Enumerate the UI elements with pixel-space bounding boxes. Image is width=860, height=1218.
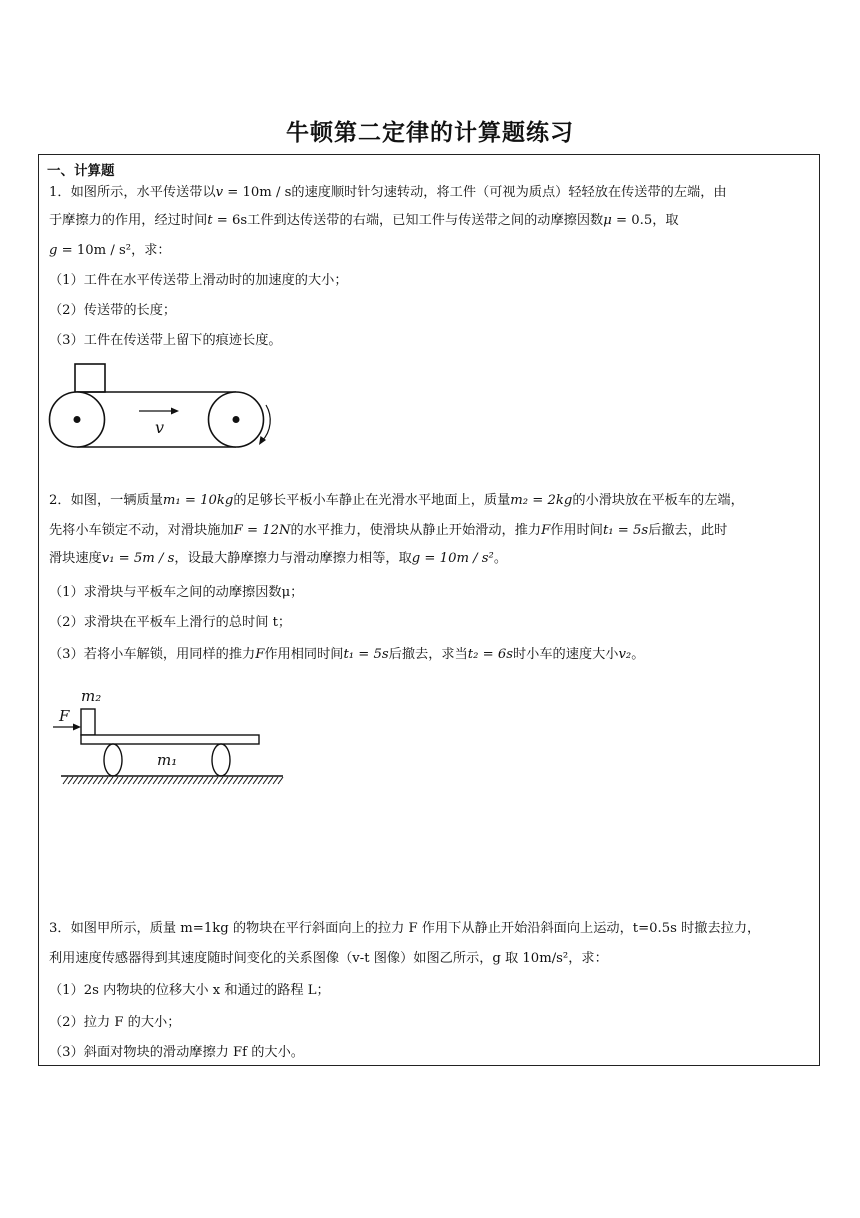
q1-text: ，取 — [652, 213, 679, 228]
q2-line-3 — [49, 547, 811, 566]
q2-text: 。 — [493, 551, 508, 566]
hatch-mark — [63, 777, 68, 784]
hatch-mark — [258, 777, 263, 784]
q1-part-3: （3）工件在传送带上留下的痕迹长度。 — [49, 333, 282, 348]
q1-value-v: = 10m / s — [223, 185, 292, 200]
hatch-mark — [243, 777, 248, 784]
q1-value-mu: = 0.5 — [611, 213, 653, 228]
hatch-mark — [183, 777, 188, 784]
ground-hatching — [63, 777, 283, 784]
hatch-mark — [158, 777, 163, 784]
hatch-mark — [163, 777, 168, 784]
q3-line-2: 利用速度传感器得到其速度随时间变化的关系图像（v-t 图像）如图乙所示，g 取 10m/s²，求： — [49, 951, 608, 966]
q3-line-1: 3．如图甲所示，质量 m=1kg 的物块在平行斜面向上的拉力 F 作用下从静止开始沿斜面向上运动，t=0.5s 时撤去拉力， — [49, 921, 761, 936]
q1-line-2 — [49, 209, 811, 228]
hatch-mark — [133, 777, 138, 784]
q1-part-2: （2）传送带的长度； — [49, 303, 177, 318]
q1-value-g: = 10m / s² — [57, 243, 132, 258]
q1-text: 的速度顺时针匀速转动，将工件（可视为质点）轻轻放在传送带的左端，由 — [291, 185, 727, 200]
workpiece-block — [75, 364, 105, 392]
q2-line-1 — [49, 489, 811, 508]
hatch-mark — [153, 777, 158, 784]
cart-plank — [81, 735, 259, 744]
hatch-mark — [173, 777, 178, 784]
conveyor-belt-figure — [47, 361, 279, 449]
right-wheel — [212, 744, 230, 776]
hatch-mark — [73, 777, 78, 784]
q2-value-t2: t₂ = 6s — [467, 647, 513, 662]
hatch-mark — [263, 777, 268, 784]
q1-line-3 — [49, 239, 811, 258]
hatch-mark — [138, 777, 143, 784]
hatch-mark — [78, 777, 83, 784]
q1-text: ，求： — [131, 243, 171, 258]
q3-part-2: （2）拉力 F 的大小； — [49, 1015, 181, 1030]
q2-text: 时小车的速度大小 — [512, 647, 619, 662]
exercise-box — [38, 154, 820, 1066]
hatch-mark — [188, 777, 193, 784]
q2-line-2 — [49, 519, 811, 538]
q2-value-m2: m₂ = 2kg — [510, 493, 573, 508]
hatch-mark — [218, 777, 223, 784]
velocity-label: v — [155, 418, 165, 437]
q1-part-1: （1）工件在水平传送带上滑动时的加速度的大小； — [49, 273, 348, 288]
q2-value-F: F = 12N — [233, 523, 291, 538]
hatch-mark — [113, 777, 118, 784]
q2-text: 后撤去，此时 — [648, 523, 728, 538]
q1-text: 工件到达传送带的右端，已知工件与传送带之间的动摩擦因数 — [247, 213, 604, 228]
section-heading: 一、计算题 — [47, 163, 115, 179]
q3-part-3: （3）斜面对物块的滑动摩擦力 Ff 的大小。 — [49, 1045, 304, 1060]
page-title: 牛顿第二定律的计算题练习 — [286, 120, 574, 146]
hatch-mark — [83, 777, 88, 784]
q2-text: 的足够长平板小车静止在光滑水平地面上，质量 — [233, 493, 511, 508]
left-wheel — [104, 744, 122, 776]
q2-var-F: F — [541, 523, 551, 538]
q2-value-t1: t₁ = 5s — [343, 647, 389, 662]
q1-value-t: = 6s — [212, 213, 248, 228]
q2-value-m1: m₁ = 10kg — [162, 493, 234, 508]
m1-label: m₁ — [157, 751, 178, 769]
hatch-mark — [118, 777, 123, 784]
hatch-mark — [148, 777, 153, 784]
q2-text: 作用时间 — [550, 523, 603, 538]
q2-text: 。 — [631, 647, 645, 662]
hatch-mark — [268, 777, 273, 784]
hatch-mark — [103, 777, 108, 784]
hatch-mark — [128, 777, 133, 784]
hatch-mark — [93, 777, 98, 784]
m2-label: m₂ — [81, 687, 102, 705]
q2-value-g: g = 10m / s² — [411, 551, 494, 566]
q2-text: 作用相同时间 — [264, 647, 344, 662]
q1-text: 于摩擦力的作用，经过时间 — [49, 213, 208, 228]
velocity-arrowhead — [171, 408, 179, 415]
q2-text: 2．如图，一辆质量 — [49, 493, 163, 508]
hatch-mark — [143, 777, 148, 784]
q2-text: 先将小车锁定不动，对滑块施加 — [49, 523, 234, 538]
hatch-mark — [273, 777, 278, 784]
hatch-mark — [208, 777, 213, 784]
hatch-mark — [123, 777, 128, 784]
q2-text: （3）若将小车解锁，用同样的推力 — [49, 647, 256, 662]
hatch-mark — [253, 777, 258, 784]
q2-text: 的水平推力，使滑块从静止开始滑动，推力 — [290, 523, 542, 538]
q2-part-3 — [49, 643, 811, 662]
left-pulley-axle — [74, 416, 81, 423]
slider-block — [81, 709, 95, 735]
hatch-mark — [203, 777, 208, 784]
hatch-mark — [238, 777, 243, 784]
q2-text: 滑块速度 — [49, 551, 102, 566]
hatch-mark — [233, 777, 238, 784]
q1-var-v: v — [215, 185, 224, 200]
hatch-mark — [108, 777, 113, 784]
hatch-mark — [213, 777, 218, 784]
q2-part-1: （1）求滑块与平板车之间的动摩擦因数μ； — [49, 585, 304, 600]
q2-text: 的小滑块放在平板车的左端， — [572, 493, 744, 508]
cart-figure — [53, 683, 289, 795]
force-arrowhead — [73, 724, 81, 731]
hatch-mark — [88, 777, 93, 784]
q1-var-g: g — [49, 243, 58, 258]
hatch-mark — [223, 777, 228, 784]
hatch-mark — [198, 777, 203, 784]
q2-text: 后撤去，求当 — [388, 647, 468, 662]
q2-value-t1: t₁ = 5s — [603, 523, 649, 538]
hatch-mark — [193, 777, 198, 784]
right-pulley-axle — [233, 416, 240, 423]
hatch-mark — [168, 777, 173, 784]
hatch-mark — [228, 777, 233, 784]
q1-var-mu: μ — [603, 213, 612, 228]
F-label: F — [59, 707, 70, 725]
q2-part-2: （2）求滑块在平板车上滑行的总时间 t； — [49, 615, 292, 630]
q2-var-v2: v₂ — [618, 647, 632, 662]
q2-var-F: F — [255, 647, 265, 662]
q3-part-1: （1）2s 内物块的位移大小 x 和通过的路程 L； — [49, 983, 330, 998]
hatch-mark — [278, 777, 283, 784]
hatch-mark — [178, 777, 183, 784]
q2-value-v1: v₁ = 5m / s — [101, 551, 175, 566]
q1-line-1 — [49, 181, 811, 200]
hatch-mark — [68, 777, 73, 784]
q2-text: ，设最大静摩擦力与滑动摩擦力相等，取 — [174, 551, 412, 566]
q1-text: 1．如图所示，水平传送带以 — [49, 185, 216, 200]
q1-var-t: t — [207, 213, 213, 228]
hatch-mark — [248, 777, 253, 784]
hatch-mark — [98, 777, 103, 784]
